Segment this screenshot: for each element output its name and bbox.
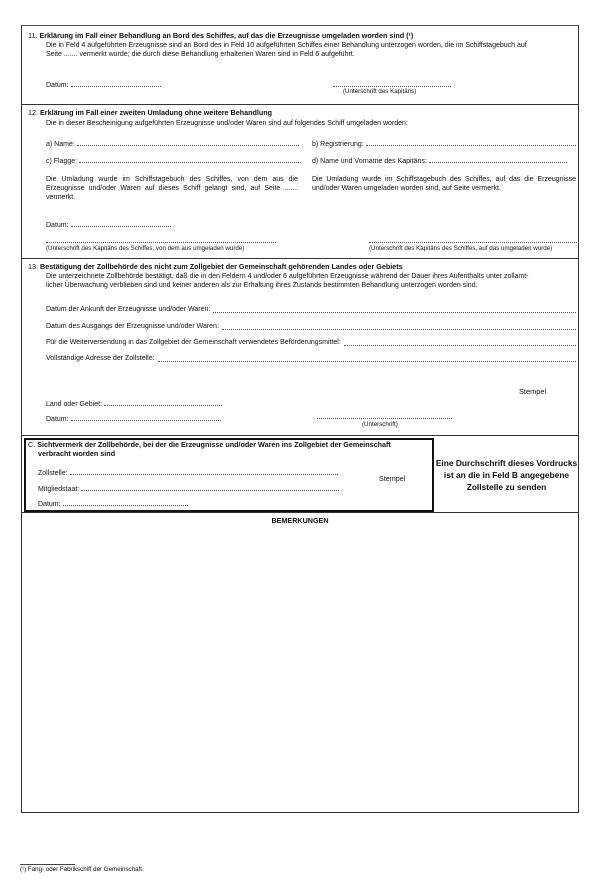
section-13-stamp-label: Stempel [519, 387, 547, 396]
arrival-date-label: Datum der Ankunft der Erzeugnisse und/oder Waren: [46, 306, 211, 313]
date-label: Datum: [46, 222, 69, 229]
country-input-line[interactable] [104, 398, 222, 406]
date-input-line[interactable] [71, 413, 221, 421]
member-state-field[interactable] [38, 483, 339, 494]
departure-date-field[interactable] [46, 322, 576, 331]
field-a-name[interactable] [46, 138, 299, 149]
field-d-input-line[interactable] [429, 155, 567, 163]
country-label: Land oder Gebiet: [46, 401, 103, 408]
divider [21, 435, 579, 436]
section-12-heading [28, 108, 272, 117]
section-12-right-text: Die Umladung wurde im Schiffstagebuch des Schiffes, auf das die Erzeugnisse und/oder Waren umgeladen worden sind, auf Seite vermerkt. [312, 176, 576, 193]
section-c-stamp-label: Stempel [379, 474, 406, 483]
section-12-signature-left: (Unterschrift des Kapitäns des Schiffes, von dem aus umgeladen wurde) [46, 245, 245, 252]
remarks-title: BEMERKUNGEN [271, 516, 329, 525]
section-13-heading [28, 262, 403, 271]
field-c-flag[interactable] [46, 155, 301, 166]
section-11-text-line-1: Die in Feld 4 aufgeführten Erzeugnisse sind an Bord des in Feld 10 aufgeführten Schiffes einer Behandlung unterzogen worden, die im Schiffstagebuch auf [46, 42, 527, 49]
date-label: Datum: [38, 501, 61, 508]
address-field[interactable] [46, 354, 576, 363]
signature-line-right[interactable] [369, 242, 579, 243]
member-state-input-line[interactable] [81, 483, 339, 491]
address-input-line[interactable] [158, 354, 576, 362]
field-b-input-line[interactable] [366, 138, 576, 146]
section-11-title: Erklärung im Fall einer Behandlung an Bord des Schiffes, auf das die Erzeugnisse umgeladen worden sind (¹) [39, 31, 414, 40]
field-b-registration[interactable] [312, 138, 576, 149]
transport-input-line[interactable] [344, 338, 576, 346]
customs-office-input-line[interactable] [70, 467, 338, 475]
date-input-line[interactable] [71, 219, 171, 227]
section-11-text-line-2: Seite ....... vermerkt wurde; die durch diese Behandlung erhaltenen Waren sind in Feld 6 aufgeführt. [46, 51, 355, 59]
customs-office-field[interactable] [38, 467, 338, 478]
arrival-date-input-line[interactable] [213, 305, 576, 313]
section-c-letter: C. [28, 440, 36, 449]
customs-office-label: Zollstelle: [38, 470, 68, 477]
field-d-label: d) Name und Vorname des Kapitäns: [312, 158, 427, 165]
section-13-number: 13. [28, 262, 38, 271]
field-a-label: a) Name: [46, 141, 75, 148]
remarks-area[interactable] [24, 528, 576, 810]
field-d-captain[interactable] [312, 155, 567, 166]
departure-date-input-line[interactable] [222, 322, 576, 330]
footnote-separator [20, 864, 75, 865]
arrival-date-field[interactable] [46, 305, 576, 314]
country-field[interactable] [46, 398, 222, 409]
section-13-text-line-2: licher Überwachung verblieben sind und keiner anderen als zur Erhaltung ihres Zustands bestimmten Behandlung unterzogen worden sind. [46, 282, 478, 290]
section-11-signature-caption: (Unterschrift des Kapitäns) [343, 88, 417, 95]
field-c-input-line[interactable] [79, 155, 301, 163]
section-c-title-line-2: verbracht worden sind [38, 449, 116, 459]
section-11-number: 11. [28, 31, 38, 40]
section-11-text [46, 41, 576, 59]
section-11-date-field[interactable] [46, 79, 161, 90]
member-state-label: Mitgliedstaat: [38, 486, 80, 493]
address-label: Vollständige Adresse der Zollstelle: [46, 355, 155, 362]
section-13-signature-caption: (Unterschrift) [362, 421, 398, 428]
section-13-date-field[interactable] [46, 413, 221, 424]
footnote: (¹) Fang- oder Fabrikschiff der Gemeinschaft. [20, 866, 144, 873]
date-input-line[interactable] [63, 498, 188, 506]
transport-field[interactable] [46, 338, 576, 347]
section-12-left-text: Die Umladung wurde im Schiffstagebuch des Schiffes, von dem aus die Erzeugnisse und/oder Waren auf dieses Schiff gelangt sind, auf Seite ....... vermerkt. [46, 176, 298, 202]
signature-line[interactable] [317, 418, 452, 419]
field-b-label: b) Registrierung: [312, 141, 364, 148]
section-12-intro: Die in dieser Bescheinigung aufgeführten Erzeugnisse und/oder Waren sind auf folgendes Schiff umgeladen worden: [46, 120, 408, 127]
section-c-heading [28, 440, 428, 459]
section-13-title: Bestätigung der Zollbehörde des nicht zum Zollgebiet der Gemeinschaft gehörenden Landes oder Gebiets [40, 262, 403, 271]
divider [21, 512, 579, 513]
section-12-title: Erklärung im Fall einer zweiten Umladung ohne weitere Behandlung [40, 108, 273, 117]
section-c-title-line-1: Sichtvermerk der Zollbehörde, bei der die Erzeugnisse und/oder Waren ins Zollgebiet der Gemeinschaft [37, 440, 391, 449]
field-c-label: c) Flagge: [46, 158, 78, 165]
section-11-heading [28, 31, 413, 40]
copy-instruction-note: Eine Durchschrift dieses Vordrucks ist an die in Feld B angegebene Zollstelle zu senden [435, 457, 578, 493]
section-12-signature-right: (Unterschrift des Kapitäns des Schiffes, auf das umgeladen wurde) [369, 245, 553, 252]
date-input-line[interactable] [71, 79, 161, 87]
section-13-text-line-1: Die unterzeichnete Zollbehörde bestätigt, daß die in den Feldern 4 und/oder 6 aufgeführten Erzeugnisse während der Dauer ihres Aufenthalts unter zollamt- [46, 273, 529, 280]
divider [21, 258, 579, 259]
section-12-date-field[interactable] [46, 219, 171, 230]
field-a-input-line[interactable] [77, 138, 299, 146]
transport-label: Für die Weiterversendung in das Zollgebiet der Gemeinschaft verwendetes Beförderungsmittel: [46, 339, 341, 346]
divider [21, 104, 579, 105]
signature-line-left[interactable] [46, 242, 276, 243]
section-12-number: 12. [28, 108, 38, 117]
section-13-text [46, 272, 576, 290]
date-label: Datum: [46, 82, 69, 89]
date-label: Datum: [46, 416, 69, 423]
departure-date-label: Datum des Ausgangs der Erzeugnisse und/oder Waren: [46, 323, 219, 330]
section-c-date-field[interactable] [38, 498, 188, 509]
signature-line[interactable] [333, 86, 451, 87]
